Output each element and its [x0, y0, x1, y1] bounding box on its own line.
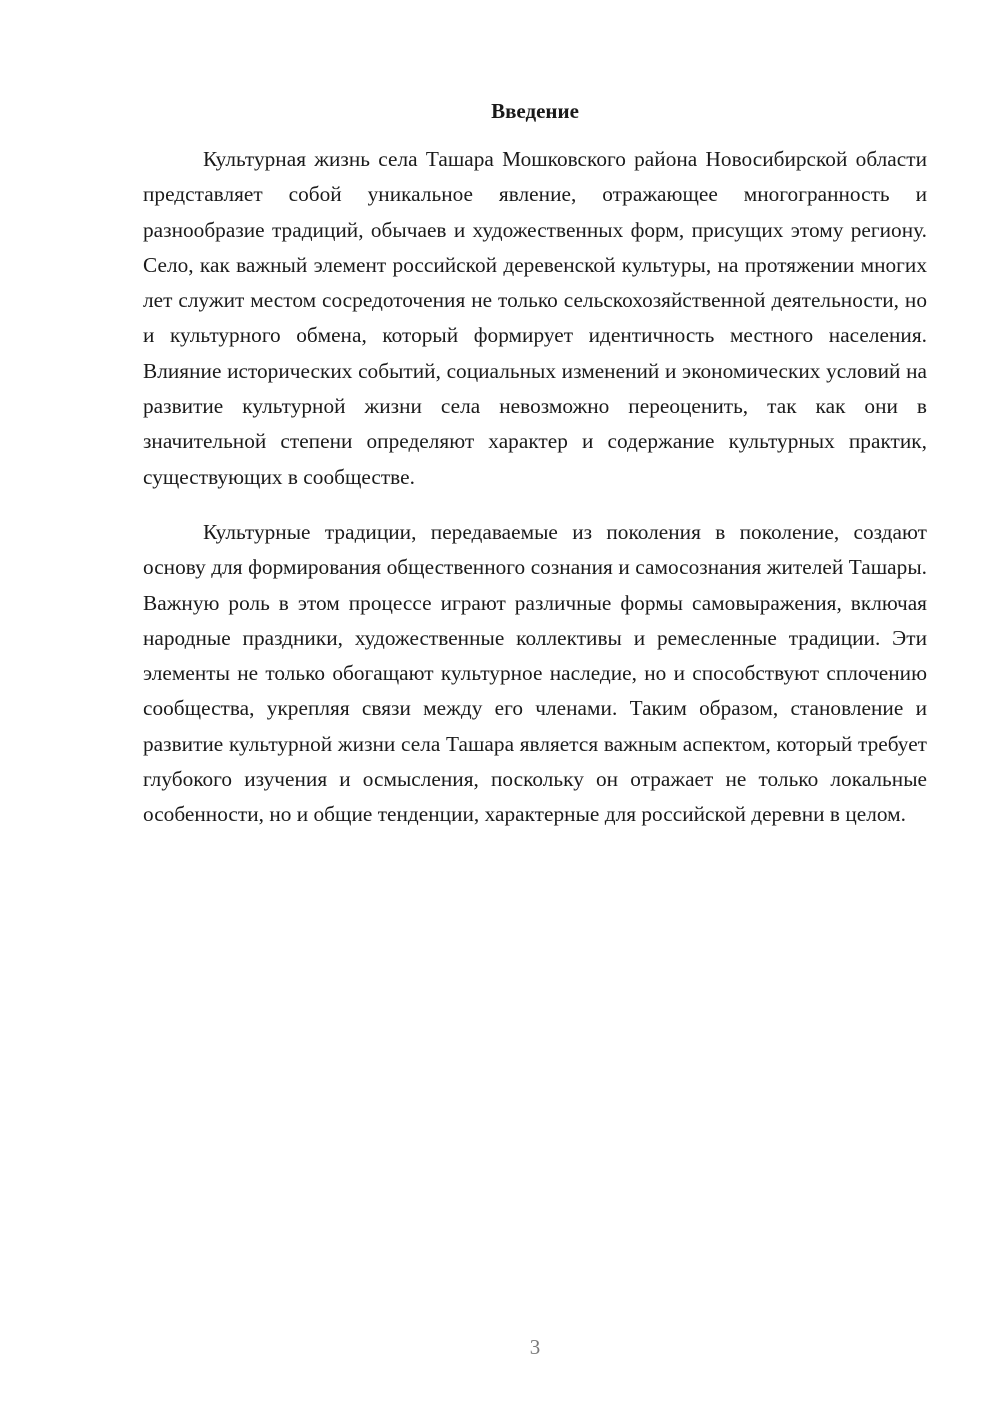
page-number: 3 — [529, 1335, 541, 1359]
body-text — [143, 142, 927, 833]
section-heading: Введение — [491, 99, 579, 123]
paragraph-1: Культурная жизнь села Ташара Мошковского района Новосибирской области представляет собой уникальное явление, отражающее многогранность и разнообразие традиций, обычаев и художественных форм, присущих этому региону. Село, как важный элемент российской деревенской культуры, на протяжении многих лет служит местом сосредоточения не только сельскохозяйственной деятельности, но и культурного обмена, который формирует идентичность местного населения. Влияние исторических событий, социальных изменений и экономических условий на развитие культурной жизни села невозможно переоценить, так как они в значительной степени определяют характер и содержание культурных практик, существующих в сообществе. — [143, 147, 927, 489]
paragraph-2: Культурные традиции, передаваемые из поколения в поколение, создают основу для формирования общественного сознания и самосознания жителей Ташары. Важную роль в этом процессе играют различные формы самовыражения, включая народные праздники, художественные коллективы и ремесленные традиции. Эти элементы не только обогащают культурное наследие, но и способствуют сплочению сообщества, укрепляя связи между его членами. Таким образом, становление и развитие культурной жизни села Ташара является важным аспектом, который требует глубокого изучения и осмысления, поскольку он отражает не только локальные особенности, но и общие тенденции, характерные для российской деревни в целом. — [143, 519, 927, 827]
